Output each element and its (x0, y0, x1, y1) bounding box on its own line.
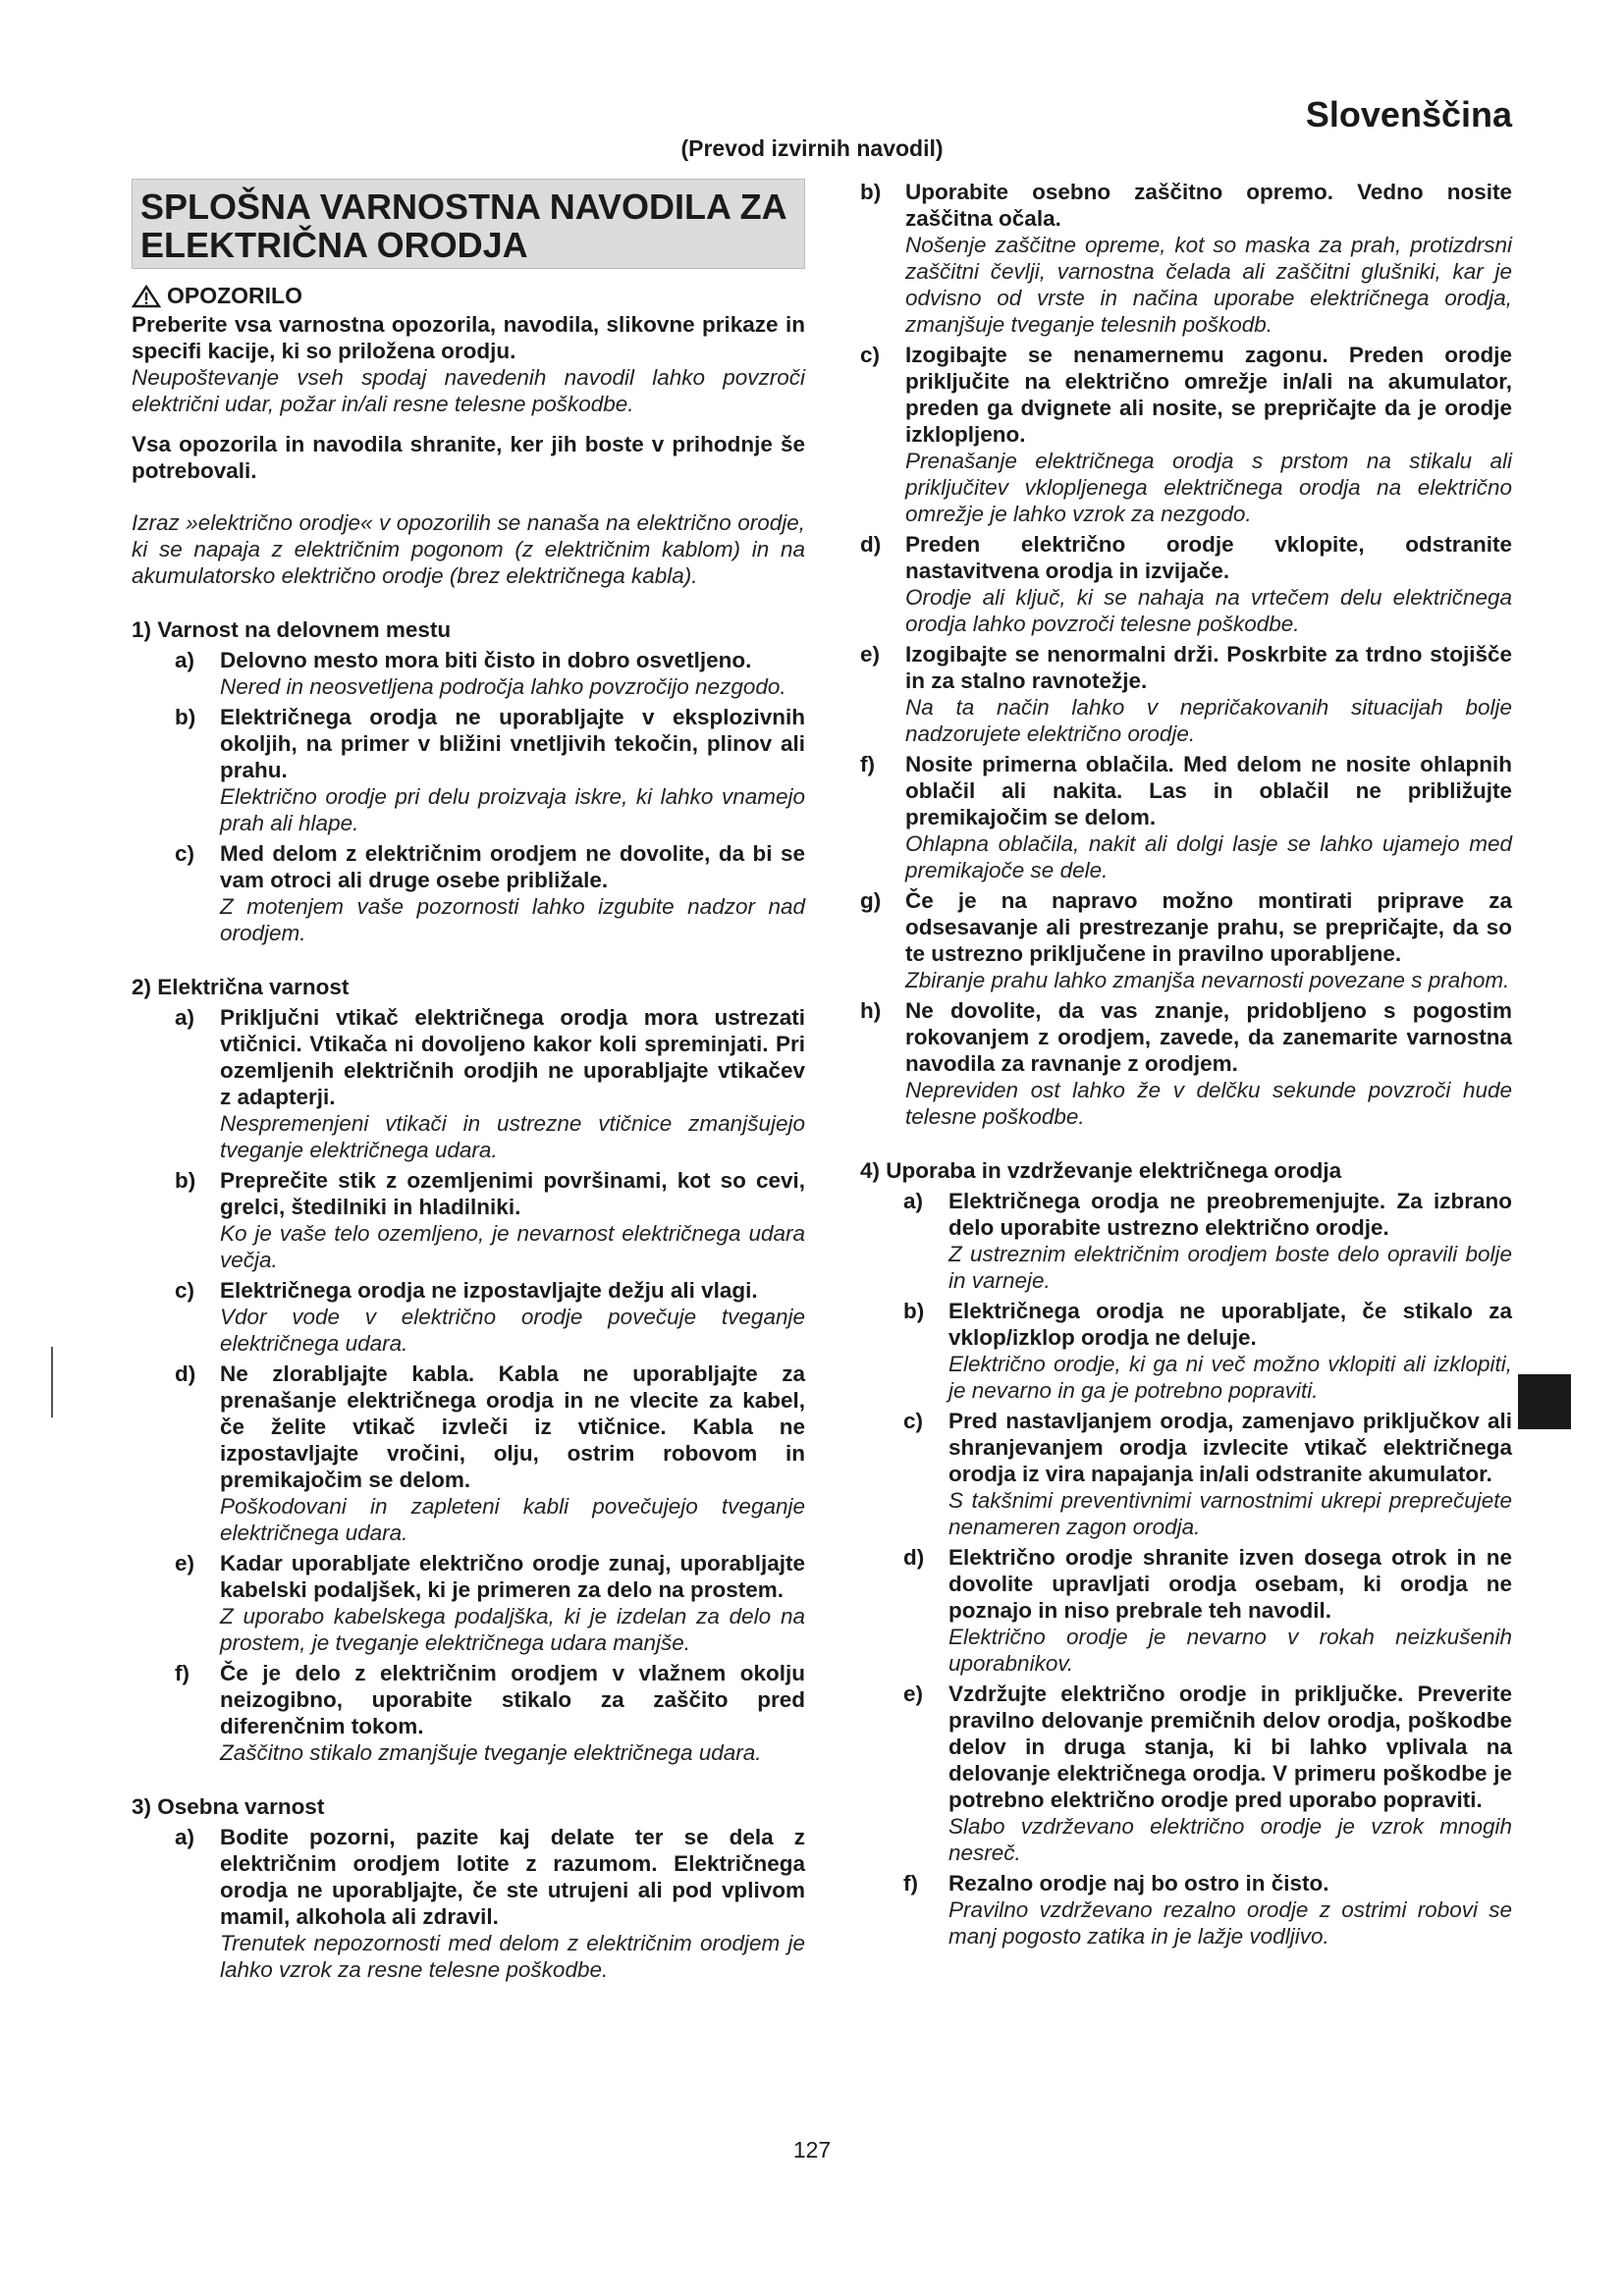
section-1-items (132, 647, 805, 946)
item-label: d) (903, 1545, 925, 1570)
item-italic: Električno orodje, ki ga ni več možno vklopiti ali izklopiti, je nevarno in ga je potrebno popraviti. (948, 1352, 1512, 1403)
intro-italic-2: Izraz »električno orodje« v opozorilih se nanaša na električno orodje, ki se napaja z električnim pogonom (z električnim kablom) in na akumulatorsko električno orodje (brez električnega kabla). (132, 510, 805, 588)
section-2-items (132, 1004, 805, 1766)
list-item (903, 1298, 1512, 1404)
item-italic: Poškodovani in zapleteni kabli povečujejo tveganje električnega udara. (220, 1494, 805, 1545)
list-item (175, 647, 805, 700)
item-italic: Zaščitno stikalo zmanjšuje tveganje električnega udara. (220, 1740, 762, 1765)
list-item (175, 1004, 805, 1163)
list-item (903, 1870, 1512, 1949)
item-label: e) (903, 1682, 924, 1706)
section-title-4: 4) Uporaba in vzdrževanje električnega orodja (860, 1158, 1342, 1183)
warning-label: OPOZORILO (167, 283, 302, 308)
list-item (860, 997, 1512, 1130)
item-italic: Zbiranje prahu lahko zmanjša nevarnosti povezane s prahom. (905, 968, 1510, 992)
item-bold: Vzdržujte električno orodje in priključke. Preverite pravilno delovanje premičnih delov orodja, poškodbe delov in druga stanja, ki bi lahko vplivala na delovanje električnega orodja. V primeru poškodbe je potrebno električno orodje pred uporabo popraviti. (948, 1682, 1512, 1812)
item-bold: Če je na napravo možno montirati priprave za odsesavanje ali prestrezanje prahu, se prepričajte, da so te ustrezno priključene in pravilno uporabljene. (905, 888, 1512, 966)
item-bold: Uporabite osebno zaščitno opremo. Vedno nosite zaščitna očala. (905, 180, 1512, 231)
item-italic: Nošenje zaščitne opreme, kot so maska za prah, protizdrsni zaščitni čevlji, varnostna čelada ali zaščitni glušniki, kar je odvisno od vrste in načina uporabe električnega orodja, zmanjšuje tveganje telesnih poškodb. (905, 233, 1512, 337)
item-bold: Električnega orodja ne izpostavljajte dežju ali vlagi. (220, 1278, 758, 1303)
list-item (175, 1277, 805, 1357)
item-bold: Rezalno orodje naj bo ostro in čisto. (948, 1871, 1329, 1896)
item-italic: Slabo vzdrževano električno orodje je vzrok mnogih nesreč. (948, 1814, 1512, 1865)
item-italic: Električno orodje je nevarno v rokah neizkušenih uporabnikov. (948, 1625, 1512, 1676)
item-bold: Delovno mesto mora biti čisto in dobro osvetljeno. (220, 648, 752, 672)
list-item (860, 342, 1512, 527)
item-bold: Pred nastavljanjem orodja, zamenjavo priključkov ali shranjevanjem orodja izvlecite vtikač električnega orodja iz vira napajanja in/ali odstranite akumulator. (948, 1409, 1512, 1486)
list-item (860, 531, 1512, 637)
translation-subtitle: (Prevod izvirnih navodil) (680, 135, 944, 161)
item-label: b) (175, 705, 196, 729)
item-label: d) (175, 1362, 196, 1386)
section-3-items-left (132, 1824, 805, 1983)
warning-heading (132, 283, 805, 309)
item-label: b) (903, 1299, 925, 1323)
list-item (175, 1550, 805, 1656)
margin-rule (51, 1347, 53, 1417)
list-item (175, 704, 805, 836)
item-label: d) (860, 532, 882, 557)
list-item (903, 1544, 1512, 1677)
list-item (175, 1660, 805, 1766)
item-italic: Nepreviden ost lahko že v delčku sekunde povzroči hude telesne poškodbe. (905, 1078, 1512, 1129)
item-label: c) (175, 841, 195, 866)
item-bold: Električnega orodja ne preobremenjujte. Za izbrano delo uporabite ustrezno električno orodje. (948, 1189, 1512, 1240)
item-italic: Na ta način lahko v nepričakovanih situacijah bolje nadzorujete električno orodje. (905, 695, 1512, 746)
right-column (860, 175, 1512, 1949)
item-label: c) (903, 1409, 924, 1433)
item-label: c) (175, 1278, 195, 1303)
item-italic: Z uporabo kabelskega podaljška, ki je izdelan za delo na prostem, je tveganje električnega udara manjše. (220, 1604, 805, 1655)
item-bold: Izogibajte se nenamernemu zagonu. Preden orodje priključite na električno omrežje in/ali na akumulator, preden ga dvignete ali nosite, se prepričajte da je orodje izklopljeno. (905, 343, 1512, 447)
item-bold: Nosite primerna oblačila. Med delom ne nosite ohlapnih oblačil ali nakita. Las in oblačil ne približujte premikajočim se delom. (905, 752, 1512, 829)
item-label: c) (860, 343, 881, 367)
page-number: 127 (792, 2137, 832, 2163)
warning-triangle-icon (132, 285, 161, 308)
item-bold: Preprečite stik z ozemljenimi površinami, kot so cevi, grelci, štedilniki in hladilniki. (220, 1168, 805, 1219)
item-bold: Priključni vtikač električnega orodja mora ustrezati vtičnici. Vtikača ni dovoljeno kakor koli spreminjati. Pri ozemljenih električnih orodjih ne uporabljajte vtikačev z adapterji. (220, 1005, 805, 1109)
item-bold: Bodite pozorni, pazite kaj delate ter se dela z električnim orodjem lotite z razumom. Električnega orodja ne uporabljajte, če ste utrujeni ali pod vplivom mamil, alkohola ali zdravil. (220, 1825, 805, 1929)
item-label: e) (175, 1551, 195, 1575)
item-label: f) (903, 1871, 918, 1896)
list-item (903, 1681, 1512, 1866)
list-item (903, 1408, 1512, 1540)
language-tab-marker (1518, 1374, 1571, 1429)
item-italic: Prenašanje električnega orodja s prstom na stikalu ali priključitev vklopljenega električnega orodja na električno omrežje je lahko vzrok za nezgodo. (905, 449, 1512, 526)
language-heading: Slovenščina (1305, 94, 1512, 134)
list-item (903, 1188, 1512, 1294)
item-bold: Kadar uporabljate električno orodje zunaj, uporabljajte kabelski podaljšek, ki je primeren za delo na prostem. (220, 1551, 805, 1602)
list-item (860, 887, 1512, 993)
section-title-3: 3) Osebna varnost (132, 1794, 325, 1819)
item-label: a) (903, 1189, 924, 1213)
item-italic: Z ustreznim električnim orodjem boste delo opravili bolje in varneje. (948, 1242, 1512, 1293)
item-italic: Pravilno vzdrževano rezalno orodje z ostrimi robovi se manj pogosto zatika in je lažje vodljivo. (948, 1897, 1512, 1949)
list-item (175, 1167, 805, 1273)
item-bold: Izogibajte se nenormalni drži. Poskrbite za trdno stojišče in za stalno ravnotežje. (905, 642, 1512, 693)
item-bold: Električnega orodja ne uporabljate, če stikalo za vklop/izklop orodja ne deluje. (948, 1299, 1512, 1350)
left-column (132, 179, 805, 1983)
item-label: f) (175, 1661, 189, 1685)
item-label: a) (175, 1825, 195, 1849)
item-italic: Trenutek nepozornosti med delom z električnim orodjem je lahko vzrok za resne telesne poškodbe. (220, 1931, 805, 1982)
section-title-1: 1) Varnost na delovnem mestu (132, 617, 452, 642)
item-label: e) (860, 642, 881, 667)
item-label: f) (860, 752, 875, 776)
list-item (175, 1824, 805, 1983)
title-box (132, 179, 805, 269)
item-italic: S takšnimi preventivnimi varnostnimi ukrepi preprečujete nenameren zagon orodja. (948, 1488, 1512, 1539)
item-label: h) (860, 998, 882, 1023)
item-italic: Orodje ali ključ, ki se nahaja na vrtečem delu električnega orodja lahko povzroči telesne poškodbe. (905, 585, 1512, 636)
intro-bold-2: Vsa opozorila in navodila shranite, ker jih boste v prihodnje še potrebovali. (132, 432, 805, 483)
item-bold: Med delom z električnim orodjem ne dovolite, da bi se vam otroci ali druge osebe približale. (220, 841, 805, 892)
list-item (175, 840, 805, 946)
list-item (175, 1361, 805, 1546)
item-italic: Vdor vode v električno orodje povečuje tveganje električnega udara. (220, 1305, 805, 1356)
item-italic: Električno orodje pri delu proizvaja iskre, ki lahko vnamejo prah ali hlape. (220, 784, 805, 835)
item-italic: Z motenjem vaše pozornosti lahko izgubite nadzor nad orodjem. (220, 894, 805, 945)
item-bold: Ne zlorabljajte kabla. Kabla ne uporabljajte za prenašanje električnega orodja in ne vlecite za kabel, če želite vtikač izvleči iz vtičnice. Kabla ne izpostavljajte vročini, olju, ostrim robovom in premikajočim se delom. (220, 1362, 805, 1492)
item-label: g) (860, 888, 882, 913)
item-italic: Nespremenjeni vtikači in ustrezne vtičnice zmanjšujejo tveganje električnega udara. (220, 1111, 805, 1162)
list-item (860, 179, 1512, 338)
intro-italic-1: Neupoštevanje vseh spodaj navedenih navodil lahko povzroči električni udar, požar in/ali resne telesne poškodbe. (132, 365, 805, 416)
section-title-2: 2) Električna varnost (132, 975, 350, 999)
item-italic: Ohlapna oblačila, nakit ali dolgi lasje se lahko ujamejo med premikajoče se dele. (905, 831, 1512, 882)
item-label: b) (175, 1168, 196, 1193)
item-bold: Preden električno orodje vklopite, odstranite nastavitvena orodja in izvijače. (905, 532, 1512, 583)
list-item (860, 751, 1512, 883)
item-italic: Ko je vaše telo ozemljeno, je nevarnost električnega udara večja. (220, 1221, 805, 1272)
item-bold: Električnega orodja ne uporabljajte v eksplozivnih okoljih, na primer v bližini vnetljivih tekočin, plinov ali prahu. (220, 705, 805, 782)
item-bold: Električno orodje shranite izven dosega otrok in ne dovolite upravljati orodja osebam, ki orodja ne poznajo in niso prebrale teh navodil. (948, 1545, 1512, 1623)
section-3-items-right (860, 179, 1512, 1130)
page-title: SPLOŠNA VARNOSTNA NAVODILA ZA ELEKTRIČNA ORODJA (140, 187, 786, 265)
item-label: a) (175, 1005, 195, 1030)
list-item (860, 641, 1512, 747)
section-4-items (860, 1188, 1512, 1949)
item-label: b) (860, 180, 882, 204)
item-bold: Če je delo z električnim orodjem v vlažnem okolju neizogibno, uporabite stikalo za zaščito pred diferenčnim tokom. (220, 1661, 805, 1738)
item-italic: Nered in neosvetljena področja lahko povzročijo nezgodo. (220, 674, 786, 699)
item-bold: Ne dovolite, da vas znanje, pridobljeno s pogostim rokovanjem z orodjem, zavede, da zanemarite varnostna navodila za ravnanje z orodjem. (905, 998, 1512, 1076)
intro-bold-1: Preberite vsa varnostna opozorila, navodila, slikovne prikaze in specifi kacije, ki so priložena orodju. (132, 312, 805, 363)
item-label: a) (175, 648, 195, 672)
